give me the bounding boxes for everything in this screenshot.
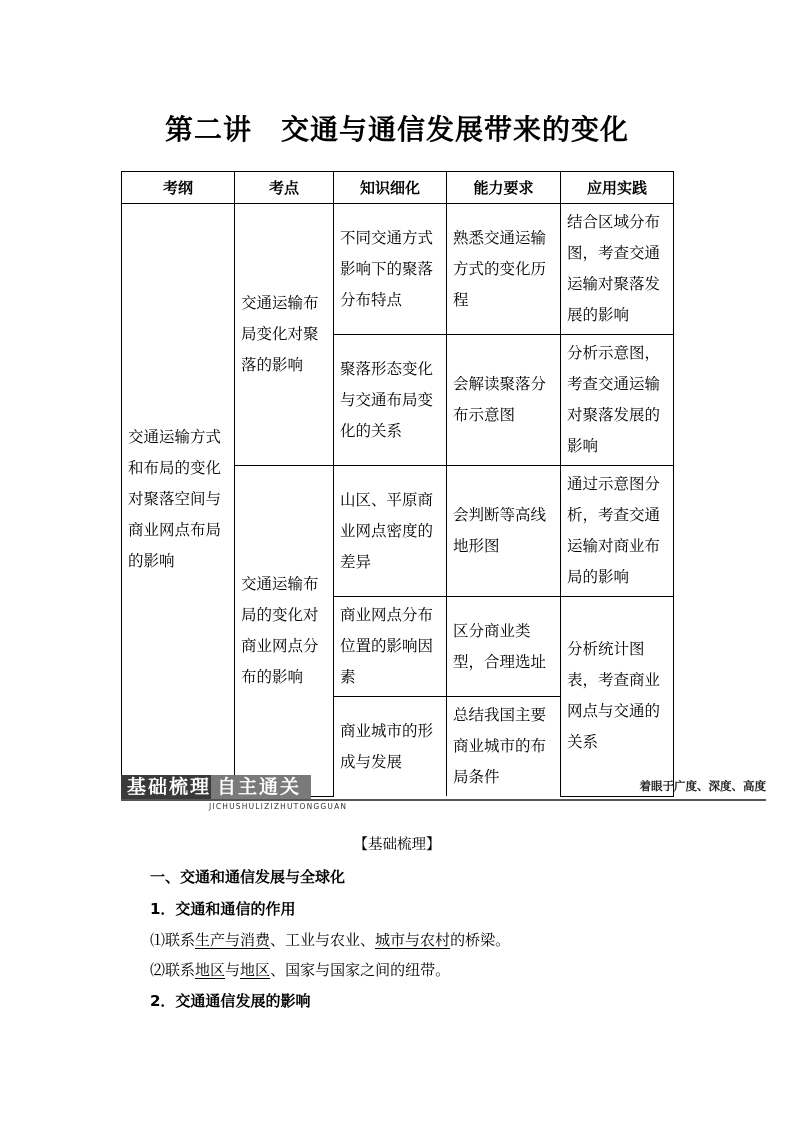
- underlined-answer: 地区: [240, 961, 271, 979]
- paragraph-role-2: [150, 959, 450, 980]
- cell-practice: 结合区域分布图，考查交通运输对聚落发展的影响: [561, 204, 674, 335]
- cell-knowledge: 商业网点分布位置的影响因素: [334, 597, 447, 697]
- cell-practice: 分析示意图，考查交通运输对聚落发展的影响: [561, 335, 674, 466]
- heading-impact: 2．交通通信发展的影响: [150, 992, 311, 1010]
- header-ability: 能力要求: [447, 172, 561, 204]
- text: ⑵联系: [150, 961, 196, 979]
- cell-ability: 熟悉交通运输方式的变化历程: [447, 204, 561, 335]
- underlined-answer: 城市与农村: [375, 931, 451, 949]
- banner-tag-basic: 基础梳理: [121, 775, 217, 799]
- banner-tag-self: 自主通关: [211, 775, 311, 799]
- text: 与: [225, 961, 241, 979]
- cell-ability: 区分商业类型，合理选址: [447, 597, 561, 697]
- cell-ability: 总结我国主要商业城市的布局条件: [447, 697, 561, 797]
- cell-practice: 分析统计图表，考查商业网点与交通的关系: [561, 597, 674, 797]
- cell-knowledge: 商业城市的形成与发展: [334, 697, 447, 797]
- syllabus-table: [121, 171, 674, 797]
- cell-knowledge: 不同交通方式影响下的聚落分布特点: [334, 204, 447, 335]
- banner-rule: [121, 799, 766, 801]
- banner-pinyin: JICHUSHULIZIZHUTONGGUAN: [209, 802, 348, 811]
- header-knowledge: 知识细化: [334, 172, 447, 204]
- table-row: [122, 204, 674, 335]
- cell-knowledge: 聚落形态变化与交通布局变化的关系: [334, 335, 447, 466]
- text: ⑴联系: [150, 931, 196, 949]
- cell-ability: 会判断等高线地形图: [447, 466, 561, 597]
- heading-globalization: 一、交通和通信发展与全球化: [150, 868, 346, 886]
- text: 、国家与国家之间的纽带。: [270, 961, 451, 979]
- cell-ability: 会解读聚落分布示意图: [447, 335, 561, 466]
- header-point: 考点: [235, 172, 334, 204]
- section-banner: [121, 775, 766, 809]
- paragraph-role-1: [150, 929, 510, 950]
- page-title: 第二讲 交通与通信发展带来的变化: [164, 113, 629, 146]
- header-practice: 应用实践: [561, 172, 674, 204]
- text: 、工业与农业、: [270, 931, 376, 949]
- cell-practice: 通过示意图分析，考查交通运输对商业布局的影响: [561, 466, 674, 597]
- text: 的桥梁。: [450, 931, 511, 949]
- header-outline: 考纲: [122, 172, 235, 204]
- section-label: 【基础梳理】: [353, 837, 441, 853]
- underlined-answer: 地区: [195, 961, 226, 979]
- cell-point-2: 交通运输布局的变化对商业网点分布的影响: [235, 466, 334, 797]
- cell-knowledge: 山区、平原商业网点密度的差异: [334, 466, 447, 597]
- cell-point-1: 交通运输布局变化对聚落的影响: [235, 204, 334, 466]
- table-header-row: [122, 172, 674, 204]
- cell-outline: 交通运输方式和布局的变化对聚落空间与商业网点布局的影响: [122, 204, 235, 797]
- heading-role: 1．交通和通信的作用: [150, 900, 296, 918]
- banner-slogan: 着眼于广度、深度、高度: [639, 779, 766, 793]
- underlined-answer: 生产与消费: [195, 931, 271, 949]
